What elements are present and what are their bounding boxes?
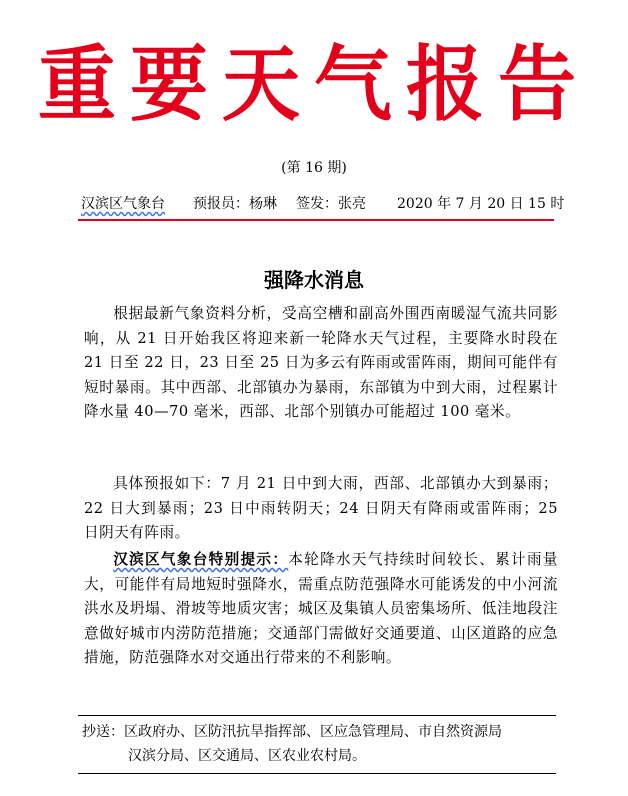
cc-label: 抄送： — [82, 724, 124, 740]
issue-number: (第 16 期) — [281, 160, 347, 176]
paragraph-forecast: 具体预报如下：7 月 21 日中到大雨，西部、北部镇办大到暴雨；22 日大到暴雨；23 日中雨转阴天；24 日阴天有降雨或雷阵雨；25 日阴天有阵雨。 — [84, 475, 558, 542]
issue-datetime: 2020 年 7 月 20 日 15 时 — [397, 196, 565, 212]
station-name: 汉滨区气象台 — [81, 196, 165, 212]
paragraph-overview: 根据最新气象资料分析，受高空槽和副高外围西南暖湿气流共同影响，从 21 日开始我区将迎来新一轮降水天气过程，主要降水时段在 21 日至 22 日，23 日至 25 日为多云有阵雨或雷阵雨，期间可能伴有短时暴雨。其中西部、北部镇办为暴雨，东部镇为中到大雨，过程累计降水量 40—70 毫米，西部、北部个别镇办可能超过 100 毫米。 — [84, 305, 558, 421]
paragraph-notice — [84, 548, 558, 671]
footer-divider-bottom — [78, 773, 556, 774]
cc-list — [82, 720, 552, 768]
issuer: 签发：张亮 — [296, 196, 366, 212]
notice-body: 本轮降水天气持续时间较长、累计雨量大，可能伴有局地短时强降水，需重点防范强降水可能诱发的中小河流洪水及坍塌、滑坡等地质灾害；城区及集镇人员密集场所、低洼地段注意做好城市内涝防范措施；交通部门需做好交通要道、山区道路的应急措施，防范强降水对交通出行带来的不利影响。 — [84, 551, 558, 667]
report-meta — [81, 193, 565, 215]
report-masthead: 重要天气报告 — [37, 37, 590, 133]
header-divider — [78, 219, 554, 221]
forecaster: 预报员：杨琳 — [193, 196, 277, 212]
article-title: 强降水消息 — [264, 268, 364, 292]
notice-lead: 汉滨区气象台特别提示： — [113, 551, 289, 568]
footer-divider-top — [78, 715, 556, 716]
cc-line-2: 汉滨分局、区交通局、区农业农村局。 — [128, 748, 366, 764]
cc-line-1: 区政府办、区防汛抗旱指挥部、区应急管理局、市自然资源局 — [124, 724, 502, 740]
